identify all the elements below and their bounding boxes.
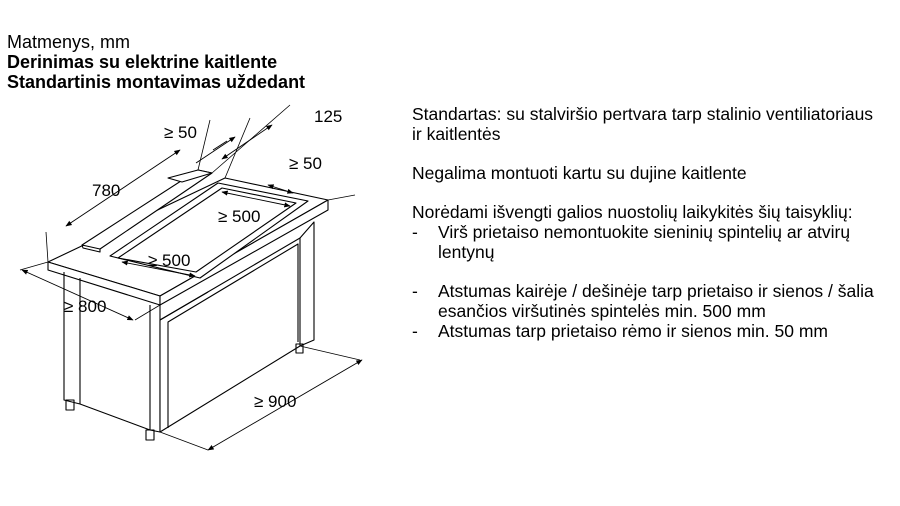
dim-label-50-right: ≥ 50 bbox=[289, 154, 322, 173]
header-line-1: Derinimas su elektrine kaitlente bbox=[7, 52, 278, 72]
installation-notes bbox=[412, 104, 882, 341]
dim-line-125 bbox=[222, 125, 272, 159]
note-no-gas: Negalima montuoti kartu su dujine kaitlente bbox=[412, 163, 747, 183]
bullet-text: Virš prietaiso nemontuokite sieninių spintelių ar atvirų lentynų bbox=[438, 222, 851, 262]
dim-label-125: 125 bbox=[314, 107, 343, 126]
note-standard: Standartas: su stalviršio pertvara tarp stalinio ventiliatoriaus ir kaitlentės bbox=[412, 104, 874, 144]
dim-label-800: ≥ 800 bbox=[64, 297, 107, 316]
note-rules-intro: Norėdami išvengti galios nuostolių laikykitės šių taisyklių: bbox=[412, 202, 853, 222]
note-bullet bbox=[412, 281, 882, 321]
dim-label-780: 780 bbox=[92, 181, 121, 200]
dim-line-50-top bbox=[196, 137, 235, 163]
cabinet-leg bbox=[146, 430, 154, 440]
header-title: Matmenys, mm bbox=[7, 32, 131, 52]
bullet-dash: - bbox=[412, 321, 418, 341]
bullet-text: Atstumas kairėje / dešinėje tarp prietaiso ir sienos / šalia esančios viršutinės spintelės min. 500 mm bbox=[438, 281, 874, 321]
dim-label-50-top: ≥ 50 bbox=[164, 123, 197, 142]
dim-label-900: ≥ 900 bbox=[254, 392, 297, 411]
bullet-text: Atstumas tarp prietaiso rėmo ir sienos min. 50 mm bbox=[438, 321, 828, 341]
bullet-dash: - bbox=[412, 281, 418, 301]
dim-label-500-upper: ≥ 500 bbox=[218, 207, 261, 226]
cabinet-front-left bbox=[80, 305, 150, 430]
dim-label-500-lower: ≥ 500 bbox=[148, 251, 191, 270]
note-bullet bbox=[412, 222, 882, 262]
cabinet-front bbox=[150, 305, 160, 432]
note-bullet bbox=[412, 321, 882, 341]
header-line-2: Standartinis montavimas uždedant bbox=[7, 72, 306, 92]
cabinet-rear bbox=[300, 222, 314, 346]
cabinet-left-side bbox=[64, 272, 80, 404]
bullet-dash: - bbox=[412, 222, 418, 242]
